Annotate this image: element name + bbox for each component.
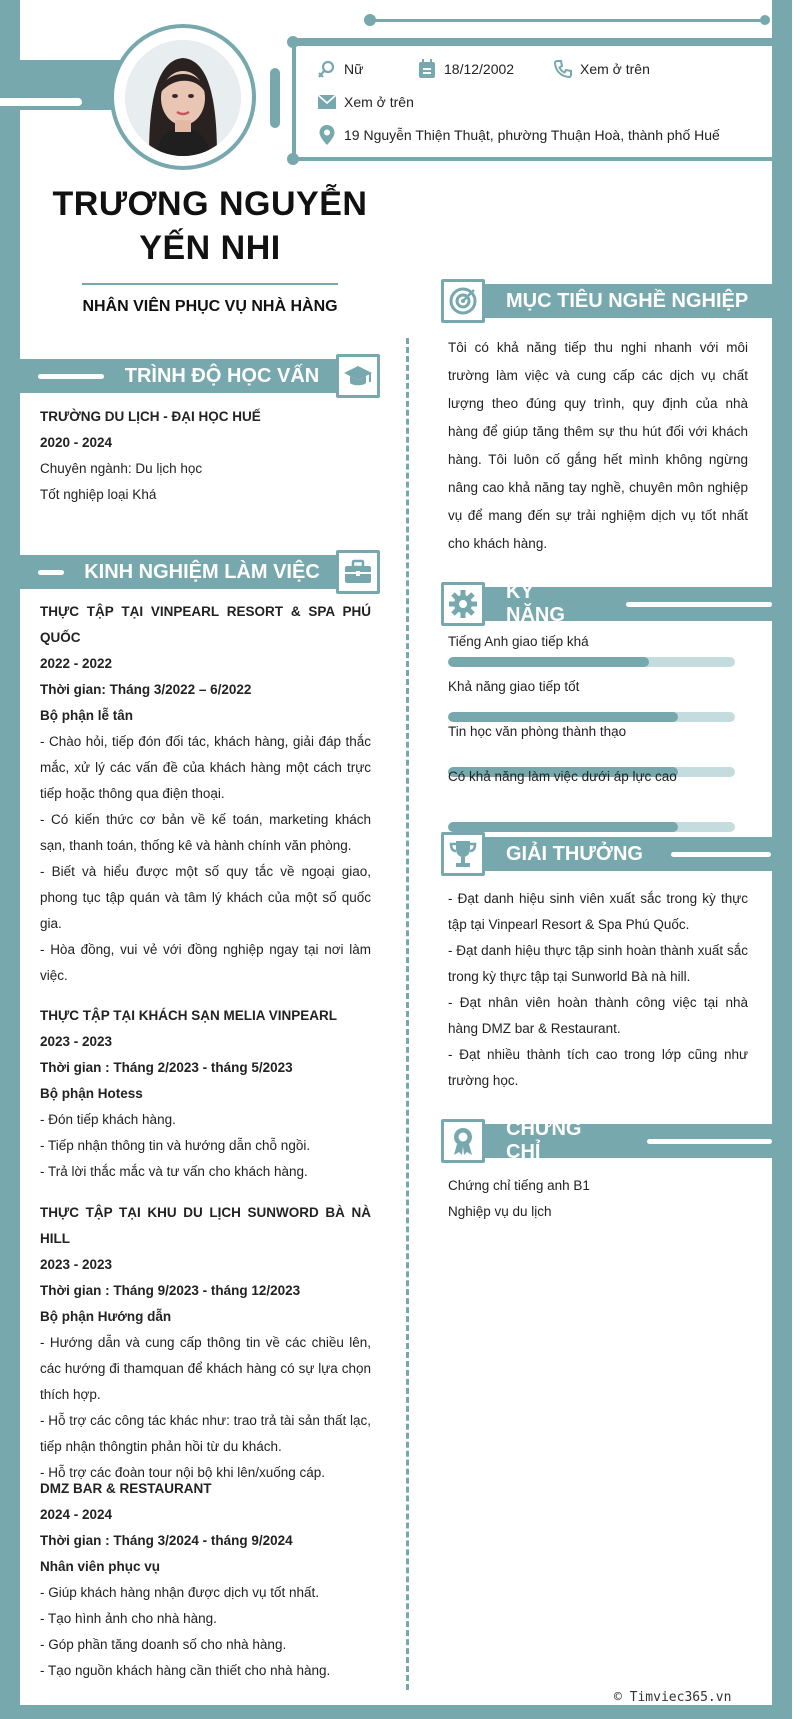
- job-title: NHÂN VIÊN PHỤC VỤ NHÀ HÀNG: [82, 298, 338, 315]
- gender-value: Nữ: [344, 61, 364, 77]
- skill-bar-fill: [448, 822, 678, 832]
- award-item: - Đạt nhân viên hoàn thành công việc tại nhà hàng DMZ bar & Restaurant.: [448, 995, 748, 1036]
- gender-icon: [316, 58, 338, 80]
- education-period: 2020 - 2024: [40, 435, 113, 450]
- birthday-value: 18/12/2002: [444, 61, 515, 77]
- contact-birthday: [416, 58, 514, 80]
- job-bullet: - Hỗ trợ các đoàn tour nội bộ khi lên/xuống cáp.: [40, 1465, 326, 1480]
- objective-header-bar: [470, 284, 772, 318]
- job-time: Thời gian : Tháng 3/2024 - tháng 9/2024: [40, 1533, 293, 1548]
- frame-bottom-bar: [0, 1705, 792, 1719]
- skills-header-dash: [626, 602, 772, 607]
- envelope-icon: [316, 91, 338, 113]
- award-item: - Đạt danh hiệu thực tập sinh hoàn thành xuất sắc trong kỳ thực tập tại Sunworld Bà nà hill.: [448, 943, 748, 984]
- job-department: Nhân viên phục vụ: [40, 1559, 161, 1574]
- header-rule-dot-top: [287, 36, 299, 48]
- certificates-list: [448, 1173, 748, 1225]
- education-school: TRƯỜNG DU LỊCH - ĐẠI HỌC HUẾ: [40, 409, 261, 424]
- job-bullet: - Tiếp nhận thông tin và hướng dẫn chỗ ngồi.: [40, 1138, 311, 1153]
- trophy-icon: [449, 839, 477, 869]
- contact-email: [316, 91, 414, 113]
- skill-name: Tiếng Anh giao tiếp khá: [448, 634, 589, 649]
- gear-icon: [448, 589, 478, 619]
- education-entry: [40, 404, 370, 508]
- job-bullet: - Tạo hình ảnh cho nhà hàng.: [40, 1611, 217, 1626]
- certificates-header-bar: [470, 1118, 772, 1163]
- education-icon-box: [336, 354, 380, 398]
- header-rule-dot-bottom: [287, 153, 299, 165]
- experience-icon-box: [336, 550, 380, 594]
- objective-text: Tôi có khả năng tiếp thu nghi nhanh với môi trường làm việc và cung cấp các dịch vụ chất lượng theo đúng quy trình, quy định của nhà hàng để giúp tăng thêm sự thu hút đối với khách hàng. Tôi luôn cố gắng hết mình không ngừng nâng cao khả năng tay nghề, chuyên môn nghiệp vụ để mang đến sự trải nghiệm dịch vụ tốt nhất cho khách hàng.: [448, 340, 748, 551]
- awards-list: [448, 886, 748, 1094]
- name-underline: [82, 283, 338, 285]
- location-pin-icon: [316, 124, 338, 146]
- job-bullet: - Giúp khách hàng nhận được dịch vụ tốt nhất.: [40, 1585, 320, 1600]
- skills-icon-box: [441, 582, 485, 626]
- skill-bar-fill: [448, 657, 649, 667]
- job-bullet: - Đón tiếp khách hàng.: [40, 1112, 176, 1127]
- objective-heading: MỤC TIÊU NGHỀ NGHIỆP: [506, 289, 749, 312]
- job-bullet: - Chào hỏi, tiếp đón đối tác, khách hàng, giải đáp thắc mắc, xử lý các vấn đề của khách hàng một cách trực tiếp hoặc thông qua điện thoại.: [40, 734, 371, 801]
- job-bullet: - Trả lời thắc mắc và tư vấn cho khách hàng.: [40, 1164, 308, 1179]
- experience-job: [40, 1003, 371, 1185]
- job-title-line: THỰC TẬP TẠI KHÁCH SẠN MELIA VINPEARL: [40, 1008, 337, 1023]
- certificate-item: Chứng chỉ tiếng anh B1: [448, 1178, 590, 1193]
- job-title-line: THỰC TẬP TẠI KHU DU LỊCH SUNWORD BÀ NÀ HILL: [40, 1205, 371, 1246]
- certificate-item: Nghiệp vụ du lịch: [448, 1204, 552, 1219]
- address-value: 19 Nguyễn Thiện Thuật, phường Thuận Hoà, thành phố Huế: [344, 127, 720, 143]
- objective-icon-box: [441, 279, 485, 323]
- awards-icon-box: [441, 832, 485, 876]
- job-department: Bộ phận lễ tân: [40, 708, 134, 723]
- skills-heading: KỸ NĂNG: [506, 581, 565, 626]
- job-time: Thời gian : Tháng 9/2023 - tháng 12/2023: [40, 1283, 301, 1298]
- header-rule-dot-left: [364, 14, 376, 26]
- experience-heading: KINH NGHIỆM LÀM VIỆC: [84, 560, 320, 583]
- job-department: Bộ phận Hướng dẫn: [40, 1309, 172, 1324]
- experience-job: [40, 1200, 371, 1486]
- education-heading: TRÌNH ĐỘ HỌC VẤN: [124, 364, 320, 387]
- contact-address: [316, 124, 720, 146]
- job-bullet: - Có kiến thức cơ bản về kế toán, marketing khách sạn, thanh toán, thống kê và hành chính văn phòng.: [40, 812, 371, 853]
- experience-job: [40, 599, 371, 989]
- header-contact-divider: [292, 40, 296, 160]
- job-period: 2022 - 2022: [40, 656, 113, 671]
- skill-name: Có khả năng làm việc dưới áp lực cao: [448, 769, 677, 784]
- job-bullet: - Tạo nguồn khách hàng cần thiết cho nhà hàng.: [40, 1663, 331, 1678]
- email-value: Xem ở trên: [344, 94, 414, 110]
- target-icon: [448, 286, 478, 316]
- contact-gender: [316, 58, 363, 80]
- experience-header-dash: [38, 570, 64, 575]
- job-bullet: - Biết và hiểu được một số quy tắc về ngoại giao, phong tục tập quán và tâm lý khách của một số quốc gia.: [40, 864, 371, 931]
- education-grade: Tốt nghiệp loại Khá: [40, 487, 157, 502]
- candidate-name-line2: YẾN NHI: [139, 229, 281, 267]
- column-divider: [406, 338, 409, 1690]
- job-period: 2023 - 2023: [40, 1257, 113, 1272]
- header-vertical-pill: [270, 68, 280, 128]
- job-period: 2024 - 2024: [40, 1507, 113, 1522]
- job-period: 2023 - 2023: [40, 1034, 113, 1049]
- avatar: [125, 40, 241, 156]
- candidate-name: [40, 182, 380, 270]
- award-item: - Đạt nhiều thành tích cao trong lớp cũng như trường học.: [448, 1047, 748, 1088]
- awards-header-bar: [470, 837, 772, 871]
- header-rule-dot-right: [760, 15, 770, 25]
- job-title-line: THỰC TẬP TẠI VINPEARL RESORT & SPA PHÚ QUỐC: [40, 604, 371, 645]
- briefcase-icon: [343, 559, 373, 585]
- frame-right-bar: [772, 0, 792, 1719]
- medal-icon: [449, 1126, 477, 1156]
- contact-phone: [552, 58, 650, 80]
- experience-header-bar: [20, 555, 340, 589]
- graduation-cap-icon: [343, 363, 373, 389]
- job-time: Thời gian : Tháng 2/2023 - tháng 5/2023: [40, 1060, 293, 1075]
- header-white-dash: [0, 98, 82, 106]
- candidate-name-line1: TRƯƠNG NGUYỄN: [52, 185, 368, 223]
- job-bullet: - Hòa đồng, vui vẻ với đồng nghiệp ngay tại nơi làm việc.: [40, 942, 371, 983]
- header-rule-thick-top: [292, 38, 772, 46]
- header-top-rule: [370, 19, 768, 22]
- education-header-bar: [20, 359, 340, 393]
- frame-left-bar: [0, 0, 20, 1719]
- award-item: - Đạt danh hiệu sinh viên xuất sắc trong kỳ thực tập tại Vinpearl Resort & Spa Phú Quốc.: [448, 891, 748, 932]
- phone-value: Xem ở trên: [580, 61, 650, 77]
- education-header-dash: [38, 374, 104, 379]
- job-department: Bộ phận Hotess: [40, 1086, 143, 1101]
- certificates-header-dash: [647, 1139, 772, 1144]
- certificates-heading: CHỨNG CHỈ: [506, 1118, 582, 1163]
- experience-job: [40, 1476, 371, 1684]
- skill-bar-fill: [448, 712, 678, 722]
- skill-bar-track: [448, 822, 735, 832]
- watermark: © Timviec365.vn: [614, 1690, 732, 1705]
- skill-name: Tin học văn phòng thành thạo: [448, 724, 627, 739]
- skill-bar-track: [448, 712, 735, 722]
- job-bullet: - Góp phần tăng doanh số cho nhà hàng.: [40, 1637, 287, 1652]
- job-bullet: - Hỗ trợ các công tác khác như: trao trả tài sản thất lạc, tiếp nhận thôngtin phản hồi từ du khách.: [40, 1413, 371, 1454]
- certificates-icon-box: [441, 1119, 485, 1163]
- job-time: Thời gian: Tháng 3/2022 – 6/2022: [40, 682, 252, 697]
- header-rule-bottom: [292, 157, 772, 161]
- skills-header-bar: [470, 581, 772, 626]
- calendar-icon: [416, 58, 438, 80]
- awards-header-dash: [671, 852, 771, 857]
- skill-name: Khả năng giao tiếp tốt: [448, 679, 580, 694]
- job-bullet: - Hướng dẫn và cung cấp thông tin về các chiều lên, các hướng đi thamquan để khách hàng có sự lựa chọn thích hợp.: [40, 1335, 371, 1402]
- awards-heading: GIẢI THƯỞNG: [506, 842, 643, 865]
- skill-bar-track: [448, 657, 735, 667]
- education-major: Chuyên ngành: Du lịch học: [40, 461, 203, 476]
- phone-icon: [552, 58, 574, 80]
- job-title-line: DMZ BAR & RESTAURANT: [40, 1481, 212, 1496]
